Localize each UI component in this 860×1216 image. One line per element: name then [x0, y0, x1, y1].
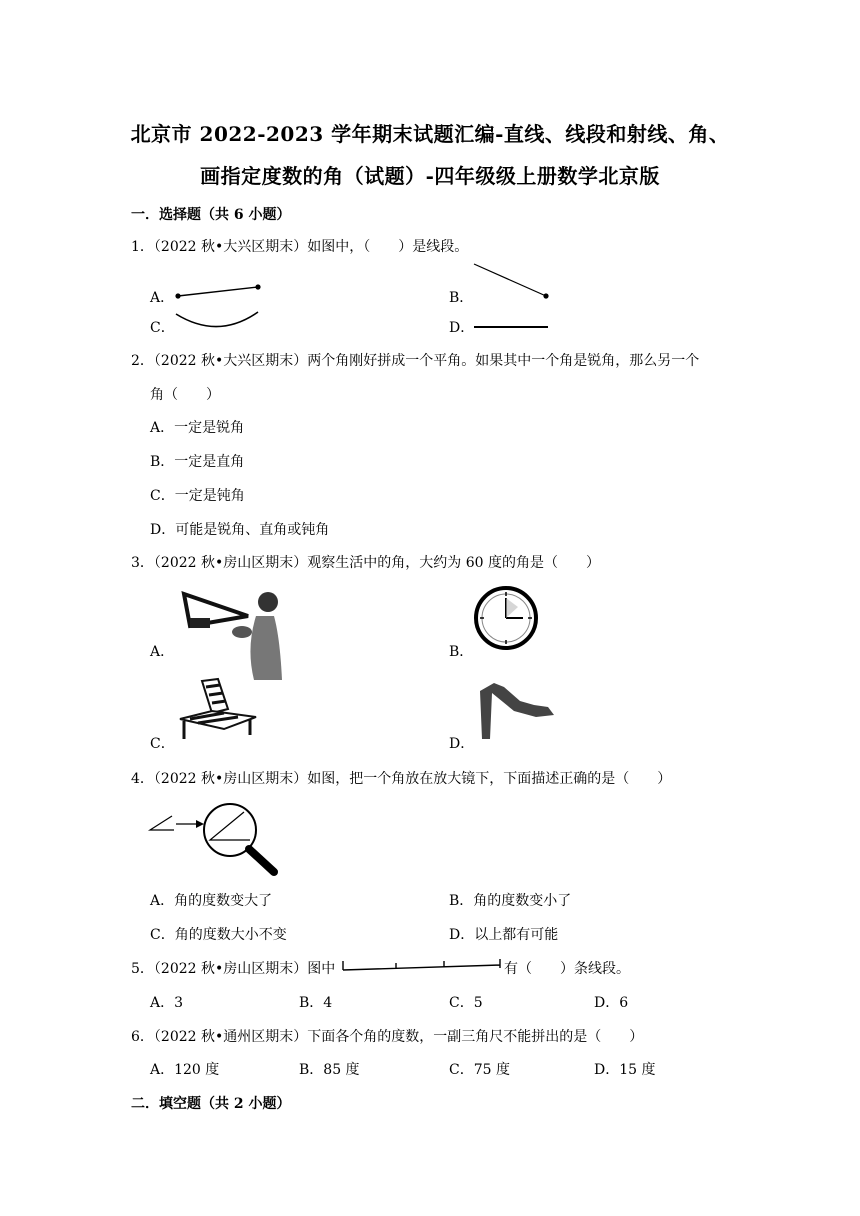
question-4-stem: 4．（2022 秋•房山区期末）如图，把一个角放在放大镜下，下面描述正确的是（ ）: [131, 771, 672, 787]
question-5-stem-before: 5．（2022 秋•房山区期末）图中: [131, 961, 336, 977]
q4-option-d: D．以上都有可能: [449, 927, 559, 943]
question-2-stem-line2: 角（ ）: [150, 387, 220, 403]
q1-option-c: C．: [150, 320, 175, 336]
q1-option-b: B．: [449, 290, 474, 306]
q5-option-b: B．4: [299, 995, 333, 1011]
q6-option-b: B．85 度: [299, 1062, 360, 1078]
q3-d-bent-leg-image: [474, 681, 556, 743]
q5-option-a: A．3: [150, 995, 184, 1011]
q1-option-a: A．: [150, 290, 175, 306]
section-heading-choice: 一．选择题（共 6 小题）: [131, 207, 291, 223]
q3-b-clock-icon: [473, 585, 539, 651]
q2-option-d: D．可能是锐角、直角或钝角: [150, 522, 330, 538]
q1-d-figure: [472, 322, 552, 330]
question-5-stem-after: 有（ ）条线段。: [504, 961, 630, 977]
question-6-stem: 6．（2022 秋•通州区期末）下面各个角的度数，一副三角尺不能拼出的是（ ）: [131, 1029, 644, 1045]
q6-option-c: C．75 度: [449, 1062, 510, 1078]
question-3-stem: 3．（2022 秋•房山区期末）观察生活中的角，大约为 60 度的角是（ ）: [131, 555, 600, 571]
q4-option-a: A．角的度数变大了: [150, 893, 273, 909]
q1-c-figure: [172, 308, 264, 330]
q1-b-figure: [470, 260, 552, 300]
q5-segment-figure: [340, 955, 504, 973]
question-2-stem-line1: 2．（2022 秋•大兴区期末）两个角刚好拼成一个平角。如果其中一个角是锐角，那么另一个: [131, 353, 700, 369]
q5-option-d: D．6: [594, 995, 629, 1011]
q3-option-c: C．: [150, 736, 175, 752]
q6-option-a: A．120 度: [150, 1062, 220, 1078]
q2-option-a: A．一定是锐角: [150, 420, 245, 436]
question-1-stem: 1．（2022 秋•大兴区期末）如图中，（ ）是线段。: [131, 239, 469, 255]
q1-a-figure: [172, 282, 264, 300]
q1-option-d: D．: [449, 320, 475, 336]
section-heading-fill-in: 二．填空题（共 2 小题）: [131, 1096, 291, 1112]
q3-option-a: A．: [150, 644, 175, 660]
q6-option-d: D．15 度: [594, 1062, 656, 1078]
q5-option-c: C．5: [449, 995, 483, 1011]
q3-option-b: B．: [449, 644, 474, 660]
q3-c-deck-chair-image: [172, 675, 262, 745]
doc-title-line2: 画指定度数的角（试题）-四年级级上册数学北京版: [200, 164, 660, 188]
q3-a-person-with-fan-image: [176, 588, 286, 684]
q2-option-b: B．一定是直角: [150, 454, 245, 470]
q4-option-c: C．角的度数大小不变: [150, 927, 287, 943]
doc-title-line1: 北京市 2022-2023 学年期末试题汇编-直线、线段和射线、角、: [130, 122, 730, 146]
q3-option-d: D．: [449, 736, 475, 752]
q2-option-c: C．一定是钝角: [150, 488, 245, 504]
q4-option-b: B．角的度数变小了: [449, 893, 572, 909]
q4-magnifier-figure: [146, 800, 282, 876]
